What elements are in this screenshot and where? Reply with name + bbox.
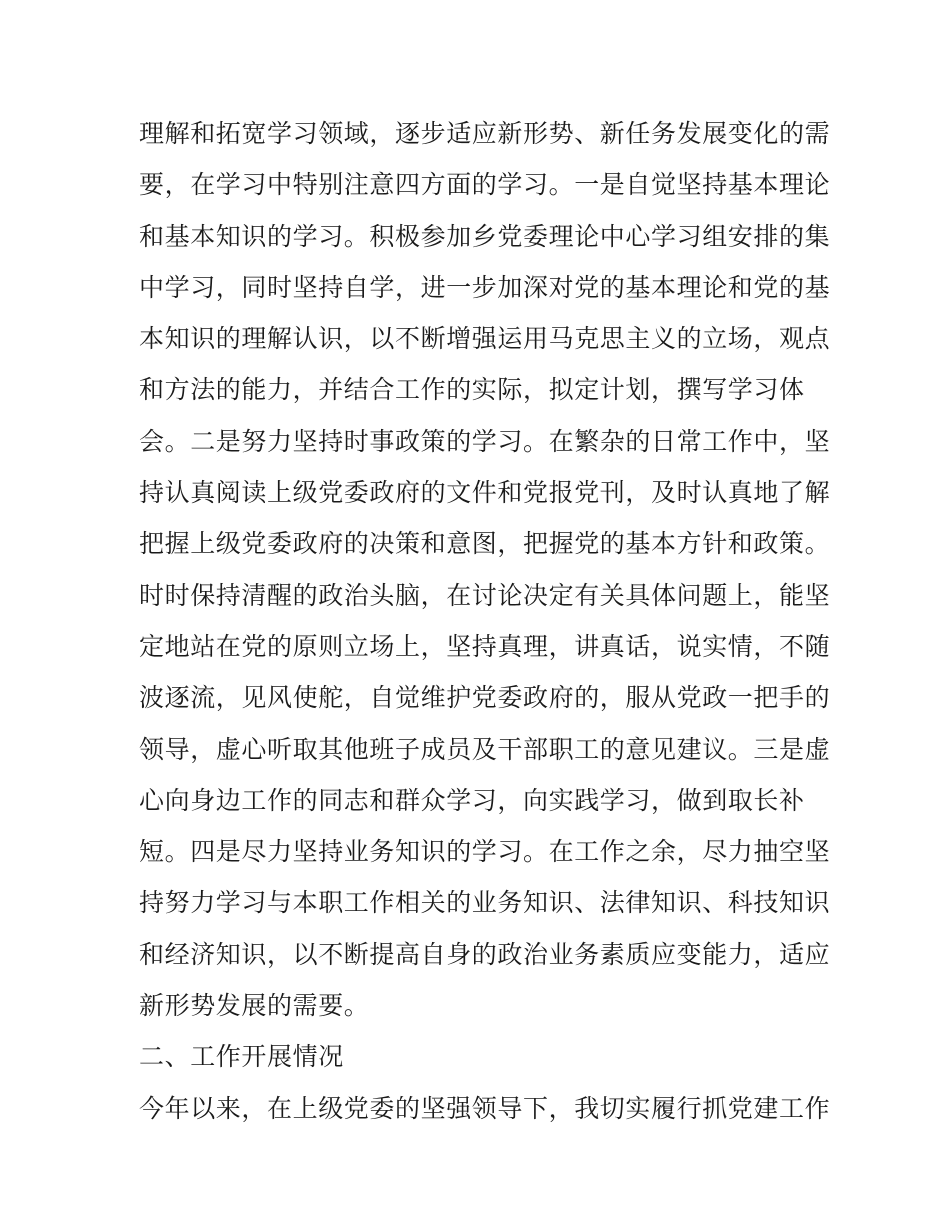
text-line: 理解和拓宽学习领域，逐步适应新形势、新任务发展变化的需 — [139, 119, 831, 148]
text-line: 本知识的理解认识，以不断增强运用马克思主义的立场，观点 — [139, 324, 831, 354]
text-line: 新形势发展的需要。 — [139, 991, 370, 1021]
text-line: 波逐流，见风使舵，自觉维护党委政府的，服从党政一把手的 — [139, 683, 831, 713]
text-line: 定地站在党的原则立场上，坚持真理，讲真话，说实情，不随 — [139, 631, 831, 661]
text-line: 会。二是努力坚持时事政策的学习。在繁杂的日常工作中，坚 — [139, 426, 831, 456]
text-line: 持认真阅读上级党委政府的文件和党报党刊，及时认真地了解 — [139, 478, 831, 508]
text-line: 和经济知识，以不断提高自身的政治业务素质应变能力，适应 — [139, 939, 831, 969]
text-line: 中学习，同时坚持自学，进一步加深对党的基本理论和党的基 — [139, 272, 831, 302]
text-line: 领导，虚心听取其他班子成员及干部职工的意见建议。三是虚 — [139, 734, 831, 764]
text-line: 把握上级党委政府的决策和意图，把握党的基本方针和政策。 — [139, 529, 831, 559]
text-line: 要，在学习中特别注意四方面的学习。一是自觉坚持基本理论 — [139, 170, 831, 200]
text-line: 和方法的能力，并结合工作的实际，拟定计划，撰写学习体 — [139, 375, 805, 405]
text-line: 持努力学习与本职工作相关的业务知识、法律知识、科技知识 — [139, 888, 831, 918]
section-heading: 二、工作开展情况 — [139, 1042, 344, 1072]
body-text — [139, 108, 831, 1134]
text-line: 时时保持清醒的政治头脑，在讨论决定有关具体问题上，能坚 — [139, 580, 831, 610]
text-line: 短。四是尽力坚持业务知识的学习。在工作之余，尽力抽空坚 — [139, 837, 831, 867]
text-line: 今年以来，在上级党委的坚强领导下，我切实履行抓党建工作 — [139, 1093, 831, 1123]
text-line: 心向身边工作的同志和群众学习，向实践学习，做到取长补 — [139, 785, 805, 815]
text-line: 和基本知识的学习。积极参加乡党委理论中心学习组安排的集 — [139, 221, 831, 251]
